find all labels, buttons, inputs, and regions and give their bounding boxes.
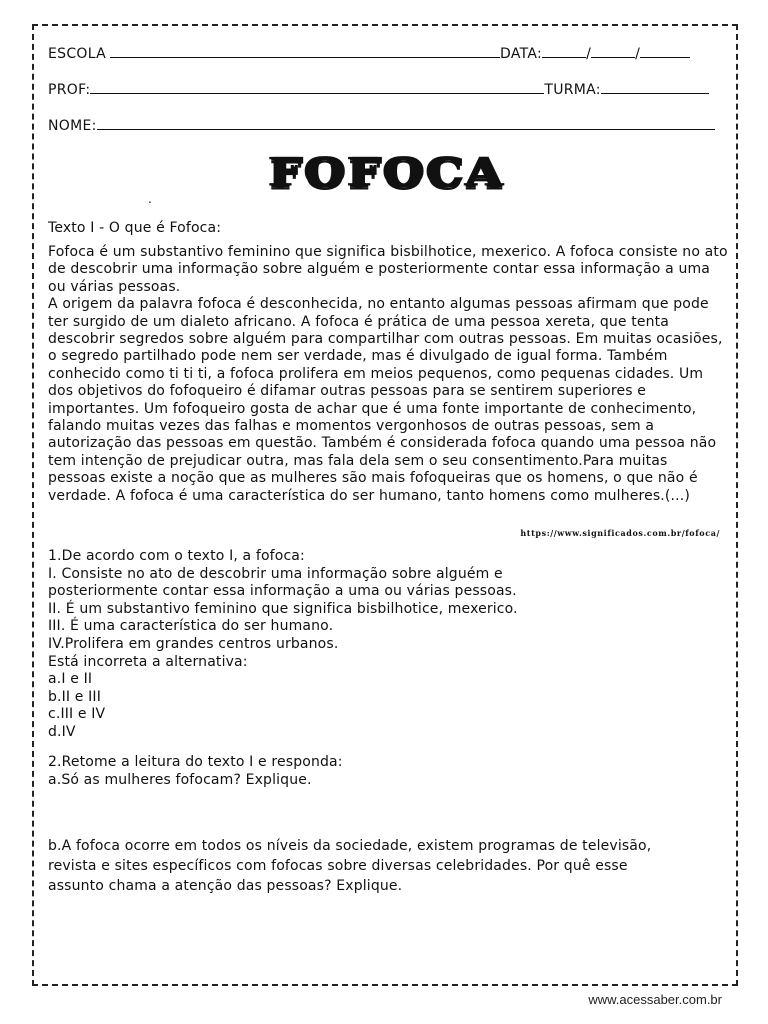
question-2b-line-2: revista e sites específicos com fofocas sobre diversas celebridades. Por quê esse <box>48 858 628 874</box>
question-1-stem: 1.De acordo com o texto I, a fofoca: <box>48 548 305 564</box>
statement-1a: I. Consiste no ato de descobrir uma informação sobre alguém e <box>48 565 503 582</box>
prof-label: PROF: <box>48 82 91 98</box>
source-link[interactable]: https://www.significados.com.br/fofoca/ <box>520 528 720 538</box>
footer-url[interactable]: www.acessaber.com.br <box>588 992 722 1007</box>
text-heading: Texto I - O que é Fofoca: <box>48 220 222 236</box>
header-line-nome <box>48 118 715 134</box>
statement-3: III. É uma característica do ser humano. <box>48 618 334 635</box>
question-2b-line-3: assunto chama a atenção das pessoas? Explique. <box>48 878 403 894</box>
question-2-stem: 2.Retome a leitura do texto I e responda: <box>48 754 343 770</box>
page-title: FOFOCA <box>269 153 505 199</box>
prof-field[interactable] <box>90 82 544 94</box>
worksheet-frame <box>32 24 738 986</box>
statement-1b: posteriormente contar essa informação a uma ou várias pessoas. <box>48 583 517 600</box>
data-year-field[interactable] <box>640 46 690 58</box>
text-body <box>48 244 728 505</box>
option-b[interactable]: b.II e III <box>48 688 101 705</box>
question-2a: a.Só as mulheres fofocam? Explique. <box>48 771 312 788</box>
question-2 <box>48 754 728 789</box>
escola-label: ESCOLA <box>48 46 107 62</box>
data-label: DATA: <box>500 46 543 62</box>
answer-space-2a[interactable] <box>48 788 728 830</box>
data-day-field[interactable] <box>542 46 586 58</box>
statement-4: IV.Prolifera em grandes centros urbanos. <box>48 635 339 652</box>
option-d[interactable]: d.IV <box>48 723 76 740</box>
header-line-prof <box>48 82 709 98</box>
turma-label: TURMA: <box>544 82 601 98</box>
question-1 <box>48 548 728 742</box>
data-month-field[interactable] <box>591 46 635 58</box>
statement-2: II. É um substantivo feminino que significa bisbilhotice, mexerico. <box>48 600 518 617</box>
question-1-prompt: Está incorreta a alternativa: <box>48 653 248 670</box>
answer-space-2b[interactable] <box>48 900 728 980</box>
question-2b <box>48 836 728 896</box>
escola-field[interactable] <box>110 46 500 58</box>
turma-field[interactable] <box>601 82 709 94</box>
option-c[interactable]: c.III e IV <box>48 706 106 723</box>
nome-label: NOME: <box>48 118 97 134</box>
text-paragraph-1: Fofoca é um substantivo feminino que significa bisbilhotice, mexerico. A fofoca consiste no ato de descobrir uma informação sobre alguém e posteriormente contar essa informação a uma ou várias pessoas. <box>48 244 728 295</box>
nome-field[interactable] <box>97 118 715 130</box>
stray-dot: . <box>148 192 152 206</box>
question-2b-line-1: b.A fofoca ocorre em todos os níveis da sociedade, existem programas de televisão, <box>48 838 652 854</box>
date-slash-2: / <box>635 46 641 62</box>
title-area <box>34 146 740 206</box>
header-line-escola <box>48 46 690 62</box>
option-a[interactable]: a.I e II <box>48 671 93 688</box>
date-slash-1: / <box>586 46 592 62</box>
text-paragraph-2: A origem da palavra fofoca é desconhecida, no entanto algumas pessoas afirmam que pode ter surgido de um dialeto africano. A fofoca é prática de uma pessoa xereta, que tenta descobrir segredos sobre alguém para compartilhar com outras pessoas. Em muitas ocasiões, o segredo partilhado pode nem ser verdade, mas é divulgado de igual forma. Também conhecido como ti ti ti, a fofoca prolifera em meios pequenos, como pequenas cidades. Um dos objetivos do fofoqueiro é difamar outras pessoas para se sentirem superiores e importantes. Um fofoqueiro gosta de achar que é uma fonte importante de conhecimento, falando muitas vezes das falhas e momentos vergonhosos de outras pessoas, sem a autorização das pessoas em questão. Também é considerada fofoca quando uma pessoa não tem intenção de prejudicar outra, mas fala dela sem o seu consentimento.Para muitas pessoas existe a noção que as mulheres são mais fofoqueiras que os homens, o que não é verdade. A fofoca é uma característica do ser humano, tanto homens como mulheres.(...) <box>48 296 723 504</box>
